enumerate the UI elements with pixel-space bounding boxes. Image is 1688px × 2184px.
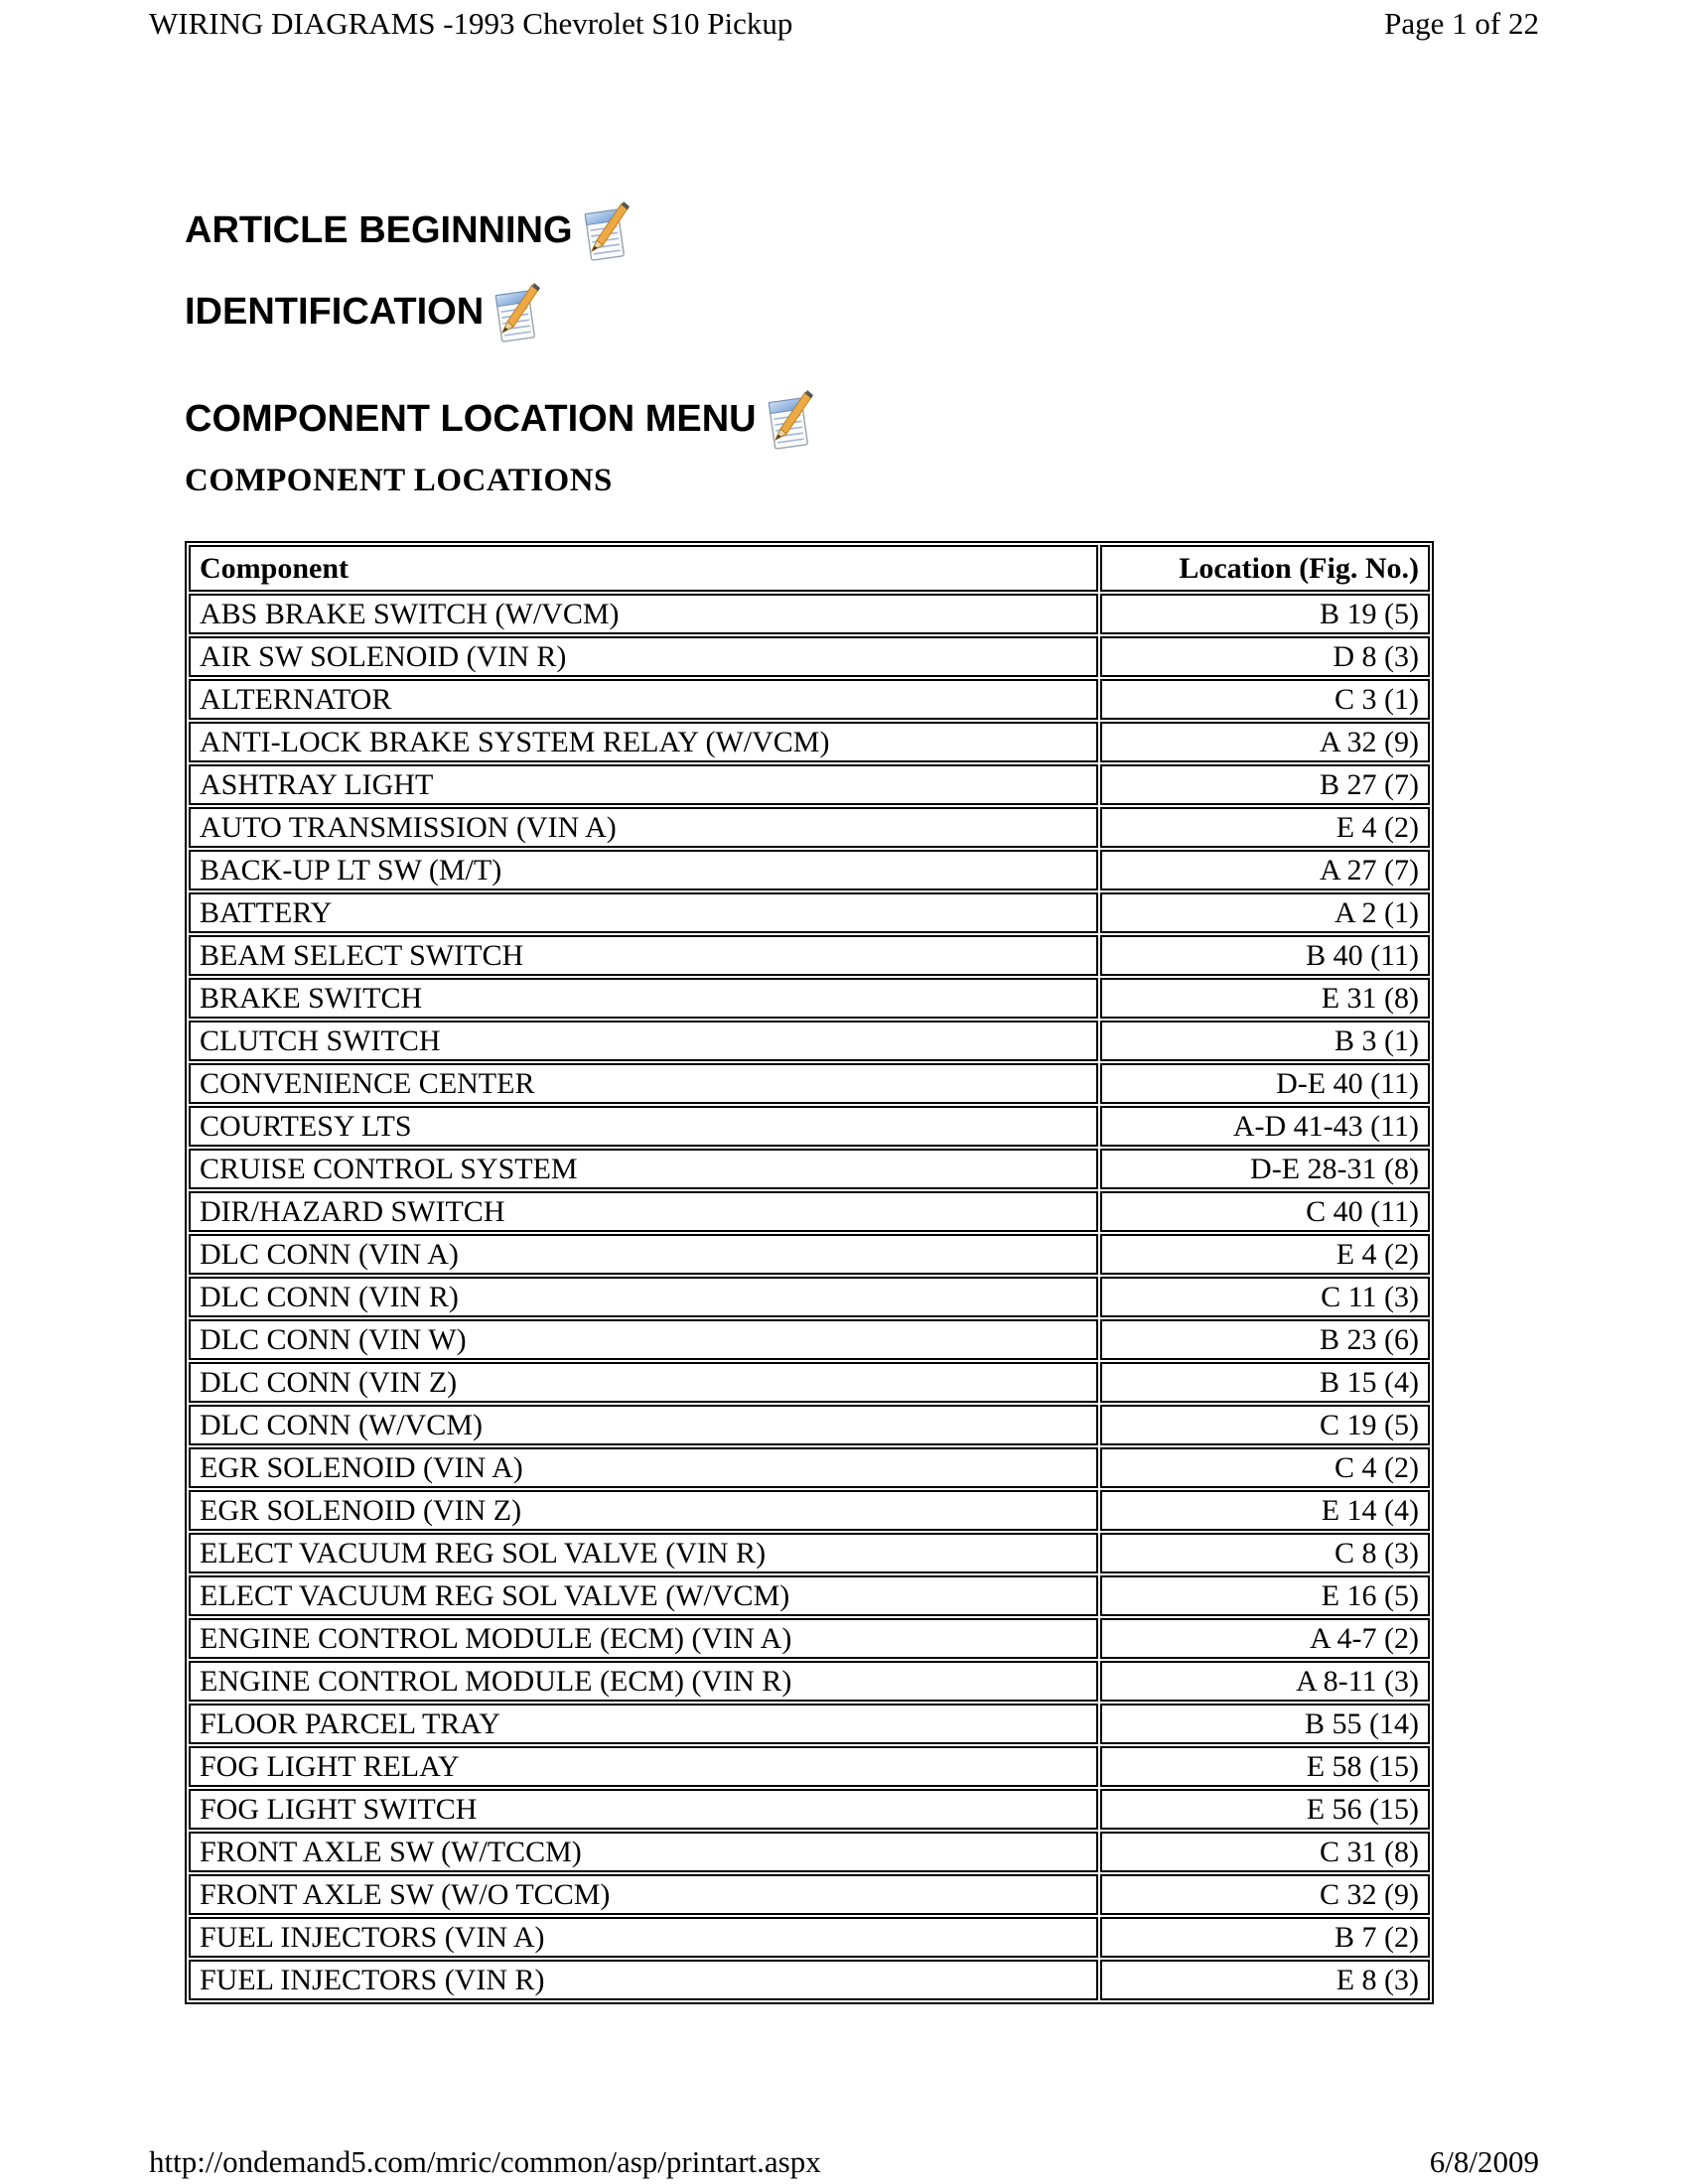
table-row: [189, 935, 1430, 976]
location-cell: A 4-7 (2): [1100, 1618, 1430, 1659]
component-cell: BATTERY: [189, 892, 1098, 933]
component-cell: CONVENIENCE CENTER: [189, 1063, 1098, 1104]
footer-date: 6/8/2009: [1429, 2144, 1539, 2179]
print-header: [149, 6, 1539, 42]
location-cell: D 8 (3): [1100, 636, 1430, 677]
location-cell: B 3 (1): [1100, 1021, 1430, 1061]
component-cell: CLUTCH SWITCH: [189, 1021, 1098, 1061]
notepad-pencil-icon: [765, 389, 814, 451]
component-cell: ANTI-LOCK BRAKE SYSTEM RELAY (W/VCM): [189, 722, 1098, 762]
location-cell: B 55 (14): [1100, 1704, 1430, 1744]
heading-identification-label: IDENTIFICATION: [185, 291, 485, 333]
table-row: [189, 1874, 1430, 1915]
notepad-pencil-icon: [492, 282, 541, 343]
heading-article-beginning-label: ARTICLE BEGINNING: [185, 209, 573, 251]
table-row: [189, 1746, 1430, 1787]
location-cell: B 19 (5): [1100, 594, 1430, 634]
component-cell: DLC CONN (VIN R): [189, 1277, 1098, 1317]
table-row: [189, 1832, 1430, 1872]
table-row: [189, 1149, 1430, 1189]
heading-identification: [185, 272, 541, 334]
heading-component-location-menu: [185, 379, 814, 441]
component-cell: FRONT AXLE SW (W/TCCM): [189, 1832, 1098, 1872]
table-row: [189, 1405, 1430, 1445]
table-row: [189, 1106, 1430, 1147]
column-header-location: Location (Fig. No.): [1100, 545, 1430, 592]
location-cell: E 56 (15): [1100, 1789, 1430, 1830]
location-cell: B 27 (7): [1100, 764, 1430, 805]
table-row: [189, 1618, 1430, 1659]
table-row: [189, 1277, 1430, 1317]
document-title: WIRING DIAGRAMS -1993 Chevrolet S10 Pickup: [149, 6, 793, 41]
component-cell: AUTO TRANSMISSION (VIN A): [189, 807, 1098, 848]
component-cell: ABS BRAKE SWITCH (W/VCM): [189, 594, 1098, 634]
component-cell: ASHTRAY LIGHT: [189, 764, 1098, 805]
location-cell: B 23 (6): [1100, 1319, 1430, 1360]
table-row: [189, 636, 1430, 677]
location-cell: A 2 (1): [1100, 892, 1430, 933]
component-cell: BRAKE SWITCH: [189, 978, 1098, 1019]
table-row: [189, 978, 1430, 1019]
table-row: [189, 1533, 1430, 1573]
component-cell: ENGINE CONTROL MODULE (ECM) (VIN A): [189, 1618, 1098, 1659]
component-cell: FUEL INJECTORS (VIN A): [189, 1917, 1098, 1958]
location-cell: C 40 (11): [1100, 1191, 1430, 1232]
component-cell: DLC CONN (W/VCM): [189, 1405, 1098, 1445]
heading-article-beginning: [185, 191, 631, 252]
location-cell: C 32 (9): [1100, 1874, 1430, 1915]
table-row: [189, 807, 1430, 848]
location-cell: A-D 41-43 (11): [1100, 1106, 1430, 1147]
location-cell: B 7 (2): [1100, 1917, 1430, 1958]
component-cell: COURTESY LTS: [189, 1106, 1098, 1147]
component-cell: DLC CONN (VIN A): [189, 1234, 1098, 1275]
print-footer: [149, 2144, 1539, 2180]
location-cell: E 14 (4): [1100, 1490, 1430, 1531]
component-cell: FLOOR PARCEL TRAY: [189, 1704, 1098, 1744]
location-cell: C 4 (2): [1100, 1447, 1430, 1488]
location-cell: A 32 (9): [1100, 722, 1430, 762]
component-cell: DLC CONN (VIN W): [189, 1319, 1098, 1360]
table-row: [189, 1661, 1430, 1702]
location-cell: E 4 (2): [1100, 807, 1430, 848]
location-cell: B 15 (4): [1100, 1362, 1430, 1403]
table-row: [189, 1234, 1430, 1275]
heading-component-location-menu-label: COMPONENT LOCATION MENU: [185, 398, 757, 440]
column-header-component: Component: [189, 545, 1098, 592]
table-row: [189, 850, 1430, 890]
component-cell: FUEL INJECTORS (VIN R): [189, 1960, 1098, 2000]
table-row: [189, 1575, 1430, 1616]
component-cell: DIR/HAZARD SWITCH: [189, 1191, 1098, 1232]
location-cell: C 11 (3): [1100, 1277, 1430, 1317]
location-cell: A 27 (7): [1100, 850, 1430, 890]
location-cell: E 58 (15): [1100, 1746, 1430, 1787]
table-row: [189, 1362, 1430, 1403]
location-cell: C 8 (3): [1100, 1533, 1430, 1573]
table-row: [189, 1319, 1430, 1360]
table-row: [189, 1789, 1430, 1830]
location-cell: E 31 (8): [1100, 978, 1430, 1019]
table-row: [189, 1490, 1430, 1531]
location-cell: D-E 40 (11): [1100, 1063, 1430, 1104]
table-row: [189, 764, 1430, 805]
table-row: [189, 722, 1430, 762]
component-cell: CRUISE CONTROL SYSTEM: [189, 1149, 1098, 1189]
component-cell: BACK-UP LT SW (M/T): [189, 850, 1098, 890]
notepad-pencil-icon: [581, 201, 631, 262]
component-cell: DLC CONN (VIN Z): [189, 1362, 1098, 1403]
table-row: [189, 1447, 1430, 1488]
location-cell: C 19 (5): [1100, 1405, 1430, 1445]
location-cell: E 4 (2): [1100, 1234, 1430, 1275]
table-header-row: [189, 545, 1430, 592]
table-row: [189, 1191, 1430, 1232]
component-cell: FOG LIGHT RELAY: [189, 1746, 1098, 1787]
footer-url: http://ondemand5.com/mric/common/asp/printart.aspx: [149, 2144, 821, 2179]
location-cell: D-E 28-31 (8): [1100, 1149, 1430, 1189]
page-number: Page 1 of 22: [1384, 6, 1539, 41]
component-cell: EGR SOLENOID (VIN Z): [189, 1490, 1098, 1531]
table-row: [189, 1021, 1430, 1061]
location-cell: C 31 (8): [1100, 1832, 1430, 1872]
component-cell: FOG LIGHT SWITCH: [189, 1789, 1098, 1830]
table-row: [189, 594, 1430, 634]
component-cell: EGR SOLENOID (VIN A): [189, 1447, 1098, 1488]
component-table-body: [189, 594, 1430, 2000]
table-row: [189, 1960, 1430, 2000]
location-cell: B 40 (11): [1100, 935, 1430, 976]
component-locations-table: [185, 541, 1434, 2004]
component-cell: ALTERNATOR: [189, 679, 1098, 720]
location-cell: A 8-11 (3): [1100, 1661, 1430, 1702]
component-cell: ELECT VACUUM REG SOL VALVE (VIN R): [189, 1533, 1098, 1573]
component-cell: AIR SW SOLENOID (VIN R): [189, 636, 1098, 677]
component-cell: BEAM SELECT SWITCH: [189, 935, 1098, 976]
component-cell: ELECT VACUUM REG SOL VALVE (W/VCM): [189, 1575, 1098, 1616]
section-title: COMPONENT LOCATIONS: [185, 463, 613, 498]
component-cell: ENGINE CONTROL MODULE (ECM) (VIN R): [189, 1661, 1098, 1702]
location-cell: E 8 (3): [1100, 1960, 1430, 2000]
location-cell: E 16 (5): [1100, 1575, 1430, 1616]
table-row: [189, 1917, 1430, 1958]
component-cell: FRONT AXLE SW (W/O TCCM): [189, 1874, 1098, 1915]
location-cell: C 3 (1): [1100, 679, 1430, 720]
table-row: [189, 1063, 1430, 1104]
table-row: [189, 679, 1430, 720]
table-row: [189, 1704, 1430, 1744]
table-row: [189, 892, 1430, 933]
